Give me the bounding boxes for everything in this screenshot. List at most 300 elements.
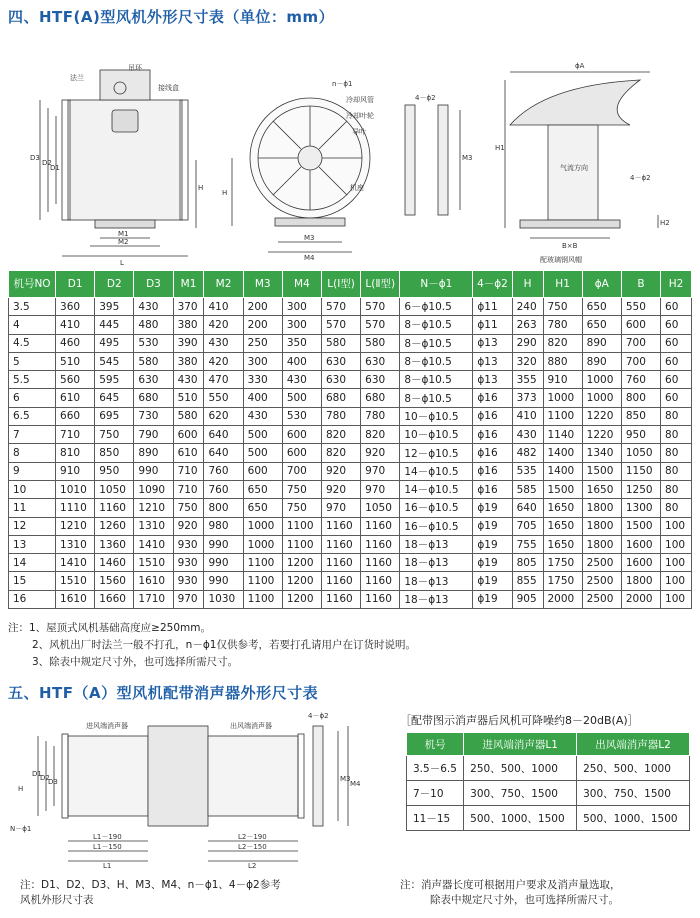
main-table-cell: ϕ19 [473,590,512,608]
main-table-header-cell: D2 [95,271,134,298]
main-table-cell: ϕ19 [473,535,512,553]
main-table-cell: 820 [321,444,360,462]
main-table-cell: 410 [512,407,543,425]
main-table-cell: ϕ19 [473,499,512,517]
main-table-cell: 1000 [243,517,282,535]
main-table-cell: 950 [621,426,660,444]
main-table-cell: 10－ϕ10.5 [400,426,473,444]
main-table-cell: 7 [9,426,56,444]
main-table-cell: ϕ13 [473,371,512,389]
main-table-cell: 1800 [582,535,621,553]
main-table-cell: 1220 [582,426,621,444]
main-table-cell: 3.5 [9,298,56,316]
main-table-cell: 780 [321,407,360,425]
label-d2: D2 [42,159,52,167]
main-table-cell: 680 [361,389,400,407]
main-table-header-cell: H1 [543,271,582,298]
main-table-cell: 970 [173,590,204,608]
main-table-cell: 1160 [361,517,400,535]
main-table-cell: 585 [512,480,543,498]
main-table-cell: 535 [512,462,543,480]
main-table-cell: 570 [321,316,360,334]
main-table-cell: 1750 [543,572,582,590]
label-l2-150: L2－150 [238,843,267,851]
main-table-cell: 710 [56,426,95,444]
main-table-cell: 1140 [543,426,582,444]
silencer-table-cell: 250、500、1000 [464,756,577,781]
silencer-table-cell: 300、750、1500 [577,781,690,806]
main-table-cell: 430 [173,371,204,389]
main-table-cell: 1600 [621,554,660,572]
main-table-cell: ϕ16 [473,444,512,462]
main-table-cell: ϕ19 [473,572,512,590]
main-table-cell: 500 [282,389,321,407]
label-airflow: 气流方向 [560,164,588,172]
silencer-table-cell: 11－15 [407,806,464,831]
main-dimension-table [8,270,692,609]
main-table-cell: 6 [9,389,56,407]
footer-left-line-1: 注：D1、D2、D3、H、M3、M4、n－ϕ1、4－ϕ2参考 [20,879,281,891]
main-table-cell: 2500 [582,554,621,572]
main-table-cell: 2000 [543,590,582,608]
label-cooling-fan: 冷却叶轮 [346,112,374,120]
main-table-cell: 1500 [621,517,660,535]
fan-outline-drawings [0,30,700,270]
main-table-cell: 60 [661,352,692,370]
main-table-cell: 1160 [361,590,400,608]
main-table-cell: 550 [621,298,660,316]
main-table-cell: 1650 [543,517,582,535]
main-table-header-cell: M4 [282,271,321,298]
main-table-cell: 510 [173,389,204,407]
label-4-phi2-sil: 4－ϕ2 [308,712,329,720]
main-table-cell: 600 [282,426,321,444]
main-table-cell: 1220 [582,407,621,425]
note-3: 3、除表中规定尺寸外，也可选择所需尺寸。 [32,656,239,668]
main-table-cell: 710 [173,480,204,498]
label-n-phi1-sil: N－ϕ1 [10,825,32,833]
main-table-cell: 1100 [243,572,282,590]
section4-title: 四、HTF(A)型风机外形尺寸表（单位：mm） [8,8,335,26]
main-table-cell: 570 [361,298,400,316]
main-table-cell: 410 [204,298,243,316]
silencer-table-header [407,733,690,756]
main-table-cell: 400 [282,352,321,370]
footer-right-note [400,878,621,908]
main-table-cell: 4.5 [9,334,56,352]
main-table-cell: 6－ϕ10.5 [400,298,473,316]
main-table-cell: 430 [282,371,321,389]
main-table-cell: 630 [361,371,400,389]
main-table-cell: 300 [282,316,321,334]
main-table-cell: 360 [56,298,95,316]
main-table-cell: 60 [661,334,692,352]
main-table-cell: 80 [661,444,692,462]
main-table-body [9,298,692,609]
main-table-cell: 800 [204,499,243,517]
main-table-cell: 510 [56,352,95,370]
main-table-cell: 8－ϕ10.5 [400,316,473,334]
silencer-table-cell: 7－10 [407,781,464,806]
main-table-row [9,352,692,370]
main-table-cell: 16－ϕ10.5 [400,517,473,535]
main-table-cell: 11 [9,499,56,517]
main-table-cell: 300 [282,298,321,316]
main-table-cell: 100 [661,554,692,572]
main-table-cell: 2000 [621,590,660,608]
main-table-cell: 18－ϕ13 [400,590,473,608]
main-table-cell: 905 [512,590,543,608]
label-m3-plate: M3 [462,154,473,162]
main-table-cell: 610 [173,444,204,462]
main-table-cell: 1000 [582,389,621,407]
main-table-cell: 12 [9,517,56,535]
main-table-cell: 990 [204,554,243,572]
main-table-cell: 1000 [243,535,282,553]
main-table-cell: 890 [134,444,173,462]
label-lifting-ring: 吊环 [128,64,142,72]
main-table-cell: 570 [361,316,400,334]
main-table-cell: 530 [134,334,173,352]
main-table-cell: 750 [543,298,582,316]
silencer-table [406,732,690,831]
main-table-cell: 1010 [56,480,95,498]
main-table-cell: 100 [661,590,692,608]
main-table-cell: 16 [9,590,56,608]
silencer-drawing [8,706,388,881]
main-table-cell: 1210 [134,499,173,517]
label-h-side: H [198,184,204,192]
main-table-row [9,407,692,425]
main-table-header-cell: D1 [56,271,95,298]
footer-left-note [20,878,281,908]
note-1: 注：1、屋顶式风机基础高度应≥250mm。 [8,622,211,634]
label-d2-sil: D2 [40,774,50,782]
main-table-cell: 990 [204,535,243,553]
label-cap-caption: 配玻璃钢风帽 [540,256,582,264]
main-table-cell: 1160 [361,572,400,590]
main-table-cell: 805 [512,554,543,572]
main-table-cell: 600 [621,316,660,334]
main-table-cell: 1410 [56,554,95,572]
main-table-cell: 420 [204,352,243,370]
main-table-header-cell: D3 [134,271,173,298]
main-table-cell: 610 [56,389,95,407]
main-table-cell: 1110 [56,499,95,517]
main-table-cell: 810 [56,444,95,462]
main-table-cell: 1160 [321,590,360,608]
main-table-cell: 650 [582,316,621,334]
main-table-cell: 1160 [321,517,360,535]
main-table-cell: 320 [512,352,543,370]
main-table-cell: 80 [661,462,692,480]
main-table-cell: 1100 [282,535,321,553]
main-table-cell: 560 [56,371,95,389]
main-table-cell: 1050 [361,499,400,517]
main-table-cell: 695 [95,407,134,425]
label-bxb: B×B [562,242,578,250]
label-junction-box: 接线盒 [158,84,179,92]
main-table-cell: 1800 [582,499,621,517]
main-table-cell: 380 [173,352,204,370]
silencer-table-cell: 500、1000、1500 [464,806,577,831]
main-table-cell: ϕ13 [473,334,512,352]
main-table-cell: 60 [661,298,692,316]
main-table-cell: 580 [321,334,360,352]
main-table-cell: 200 [243,298,282,316]
main-table-cell: ϕ16 [473,407,512,425]
main-table-cell: 1610 [56,590,95,608]
label-l1-190: L1－190 [93,833,122,841]
main-table-cell: 1050 [621,444,660,462]
main-table-cell: 1100 [243,590,282,608]
main-table-header [9,271,692,298]
notes [8,620,416,671]
main-table-cell: ϕ16 [473,389,512,407]
main-table-row [9,590,692,608]
main-table-cell: 100 [661,517,692,535]
label-guide: 导叶 [352,128,366,136]
main-table-cell: 630 [321,371,360,389]
label-m3: M3 [304,234,315,242]
label-h-sil: H [18,785,24,793]
main-table-cell: 60 [661,316,692,334]
main-table-cell: 500 [243,444,282,462]
main-table-cell: 290 [512,334,543,352]
main-table-cell: 1300 [621,499,660,517]
main-table-cell: 80 [661,480,692,498]
label-base: 机座 [350,184,364,192]
main-table-cell: 800 [621,389,660,407]
main-table-cell: 680 [321,389,360,407]
main-table-cell: 1460 [95,554,134,572]
main-table-cell: 350 [282,334,321,352]
main-table-cell: 580 [361,334,400,352]
main-table-cell: 420 [204,316,243,334]
main-table-cell: 920 [321,462,360,480]
main-table-cell: 640 [512,499,543,517]
main-table-cell: 8－ϕ10.5 [400,389,473,407]
main-table-cell: 16－ϕ10.5 [400,499,473,517]
main-table-cell: 640 [204,444,243,462]
main-table-cell: 430 [204,334,243,352]
label-m1: M1 [118,230,129,238]
silencer-table-cell: 300、750、1500 [464,781,577,806]
main-table-cell: 920 [321,480,360,498]
main-table-header-cell: M3 [243,271,282,298]
main-table-row [9,298,692,316]
main-table-cell: 880 [543,352,582,370]
main-table-cell: 1160 [321,554,360,572]
main-table-header-cell: M1 [173,271,204,298]
main-table-header-cell: N－ϕ1 [400,271,473,298]
main-table-cell: 890 [582,352,621,370]
main-table-cell: 1200 [282,590,321,608]
main-table-cell: 500 [243,426,282,444]
main-table-header-cell: L(Ⅰ型) [321,271,360,298]
main-table-cell: 355 [512,371,543,389]
label-m4-sil: M4 [350,780,361,788]
main-table-cell: 750 [173,499,204,517]
main-table-cell: 630 [134,371,173,389]
main-table-cell: 760 [621,371,660,389]
main-table-cell: 930 [173,535,204,553]
main-table-cell: 445 [95,316,134,334]
main-table-cell: 1050 [95,480,134,498]
main-table-cell: 8－ϕ10.5 [400,352,473,370]
label-l1-150: L1－150 [93,843,122,851]
main-table-cell: 470 [204,371,243,389]
main-table-cell: 855 [512,572,543,590]
main-table-cell: 1510 [134,554,173,572]
main-table-cell: 1030 [204,590,243,608]
main-table-cell: 1160 [321,535,360,553]
main-table-cell: 12－ϕ10.5 [400,444,473,462]
main-table-cell: 750 [95,426,134,444]
main-table-cell: 920 [173,517,204,535]
main-table-cell: 100 [661,572,692,590]
main-table-header-cell: 4－ϕ2 [473,271,512,298]
label-d3-sil: D3 [48,778,58,786]
main-table-cell: 595 [95,371,134,389]
main-table-cell: 4 [9,316,56,334]
main-table-cell: 700 [282,462,321,480]
main-table-row [9,316,692,334]
main-table-cell: 6.5 [9,407,56,425]
main-table-cell: 600 [173,426,204,444]
silencer-table-cell: 3.5－6.5 [407,756,464,781]
main-table-cell: 14－ϕ10.5 [400,480,473,498]
main-table-cell: 390 [173,334,204,352]
main-table-cell: 990 [134,462,173,480]
main-table-cell: 1100 [543,407,582,425]
main-table-cell: 460 [56,334,95,352]
main-table-cell: 570 [321,298,360,316]
main-table-cell: 850 [95,444,134,462]
main-table-row [9,517,692,535]
main-table-cell: 820 [321,426,360,444]
main-table-cell: 80 [661,407,692,425]
main-table-cell: 550 [204,389,243,407]
main-table-cell: 1650 [582,480,621,498]
silencer-table-body [407,756,690,831]
main-table-cell: 760 [204,462,243,480]
main-table-cell: 60 [661,389,692,407]
main-table-cell: 950 [95,462,134,480]
label-l2-190: L2－190 [238,833,267,841]
main-table-cell: 1650 [543,535,582,553]
main-table-row [9,480,692,498]
main-table-cell: 18－ϕ13 [400,554,473,572]
main-table-cell: 1310 [56,535,95,553]
silencer-table-row [407,806,690,831]
main-table-cell: 760 [204,480,243,498]
main-table-cell: ϕ16 [473,426,512,444]
main-table-cell: 780 [361,407,400,425]
main-table-cell: 920 [361,444,400,462]
main-table-cell: 1090 [134,480,173,498]
main-table-cell: 482 [512,444,543,462]
main-table-cell: ϕ19 [473,517,512,535]
label-outlet-silencer: 出风端消声器 [230,722,272,730]
silencer-table-header-cell: 机号 [407,733,464,756]
main-table-cell: 850 [621,407,660,425]
main-table-cell: 1000 [543,389,582,407]
main-table-cell: 910 [56,462,95,480]
footer-right-line-1: 注：消声器长度可根据用户要求及消声量选取， [400,879,621,891]
main-table-cell: 660 [56,407,95,425]
main-table-cell: 1100 [282,517,321,535]
main-table-cell: 1250 [621,480,660,498]
main-table-cell: 240 [512,298,543,316]
main-table-cell: 10－ϕ10.5 [400,407,473,425]
main-table-cell: 480 [134,316,173,334]
main-table-cell: 1000 [582,371,621,389]
main-table-cell: 890 [582,334,621,352]
main-table-row [9,334,692,352]
label-h2: H2 [660,219,670,227]
label-n-phi1: n－ϕ1 [332,80,353,88]
main-table-cell: 5 [9,352,56,370]
main-table-cell: 100 [661,535,692,553]
main-table-cell: 1160 [361,535,400,553]
main-table-cell: 13 [9,535,56,553]
main-table-cell: 1400 [543,444,582,462]
label-h-front: H [222,189,228,197]
main-table-cell: 380 [173,316,204,334]
main-table-cell: 980 [204,517,243,535]
label-cooling-duct: 冷却风管 [346,96,374,104]
main-table-cell: 1800 [582,517,621,535]
main-table-cell: 370 [173,298,204,316]
main-table-cell: 1210 [56,517,95,535]
main-table-cell: 750 [282,480,321,498]
main-table-cell: 620 [204,407,243,425]
main-table-cell: 14－ϕ10.5 [400,462,473,480]
main-table-cell: 600 [243,462,282,480]
main-table-cell: 705 [512,517,543,535]
main-table-cell: 1510 [56,572,95,590]
main-table-cell: 10 [9,480,56,498]
main-table-row [9,499,692,517]
main-table-cell: 495 [95,334,134,352]
main-table-header-cell: B [621,271,660,298]
main-table-cell: ϕ16 [473,462,512,480]
main-table-cell: 18－ϕ13 [400,535,473,553]
label-m2: M2 [118,238,129,246]
main-table-cell: 755 [512,535,543,553]
main-table-cell: 410 [56,316,95,334]
main-table-cell: 80 [661,426,692,444]
label-4-phi2: 4－ϕ2 [415,94,436,102]
main-table-cell: 820 [543,334,582,352]
main-table-cell: 780 [543,316,582,334]
main-table-cell: 700 [621,334,660,352]
main-table-cell: 545 [95,352,134,370]
main-table-cell: 970 [361,480,400,498]
label-m3-sil: M3 [340,775,351,783]
main-table-cell: 580 [134,352,173,370]
section5-title: 五、HTF（A）型风机配带消声器外形尺寸表 [8,684,319,702]
main-table-cell: 8－ϕ10.5 [400,334,473,352]
main-table-cell: 1260 [95,517,134,535]
main-table-cell: 930 [173,554,204,572]
main-table-cell: 1160 [361,554,400,572]
main-table-header-cell: M2 [204,271,243,298]
main-table-row [9,462,692,480]
main-table-cell: 645 [95,389,134,407]
main-table-cell: 1560 [95,572,134,590]
